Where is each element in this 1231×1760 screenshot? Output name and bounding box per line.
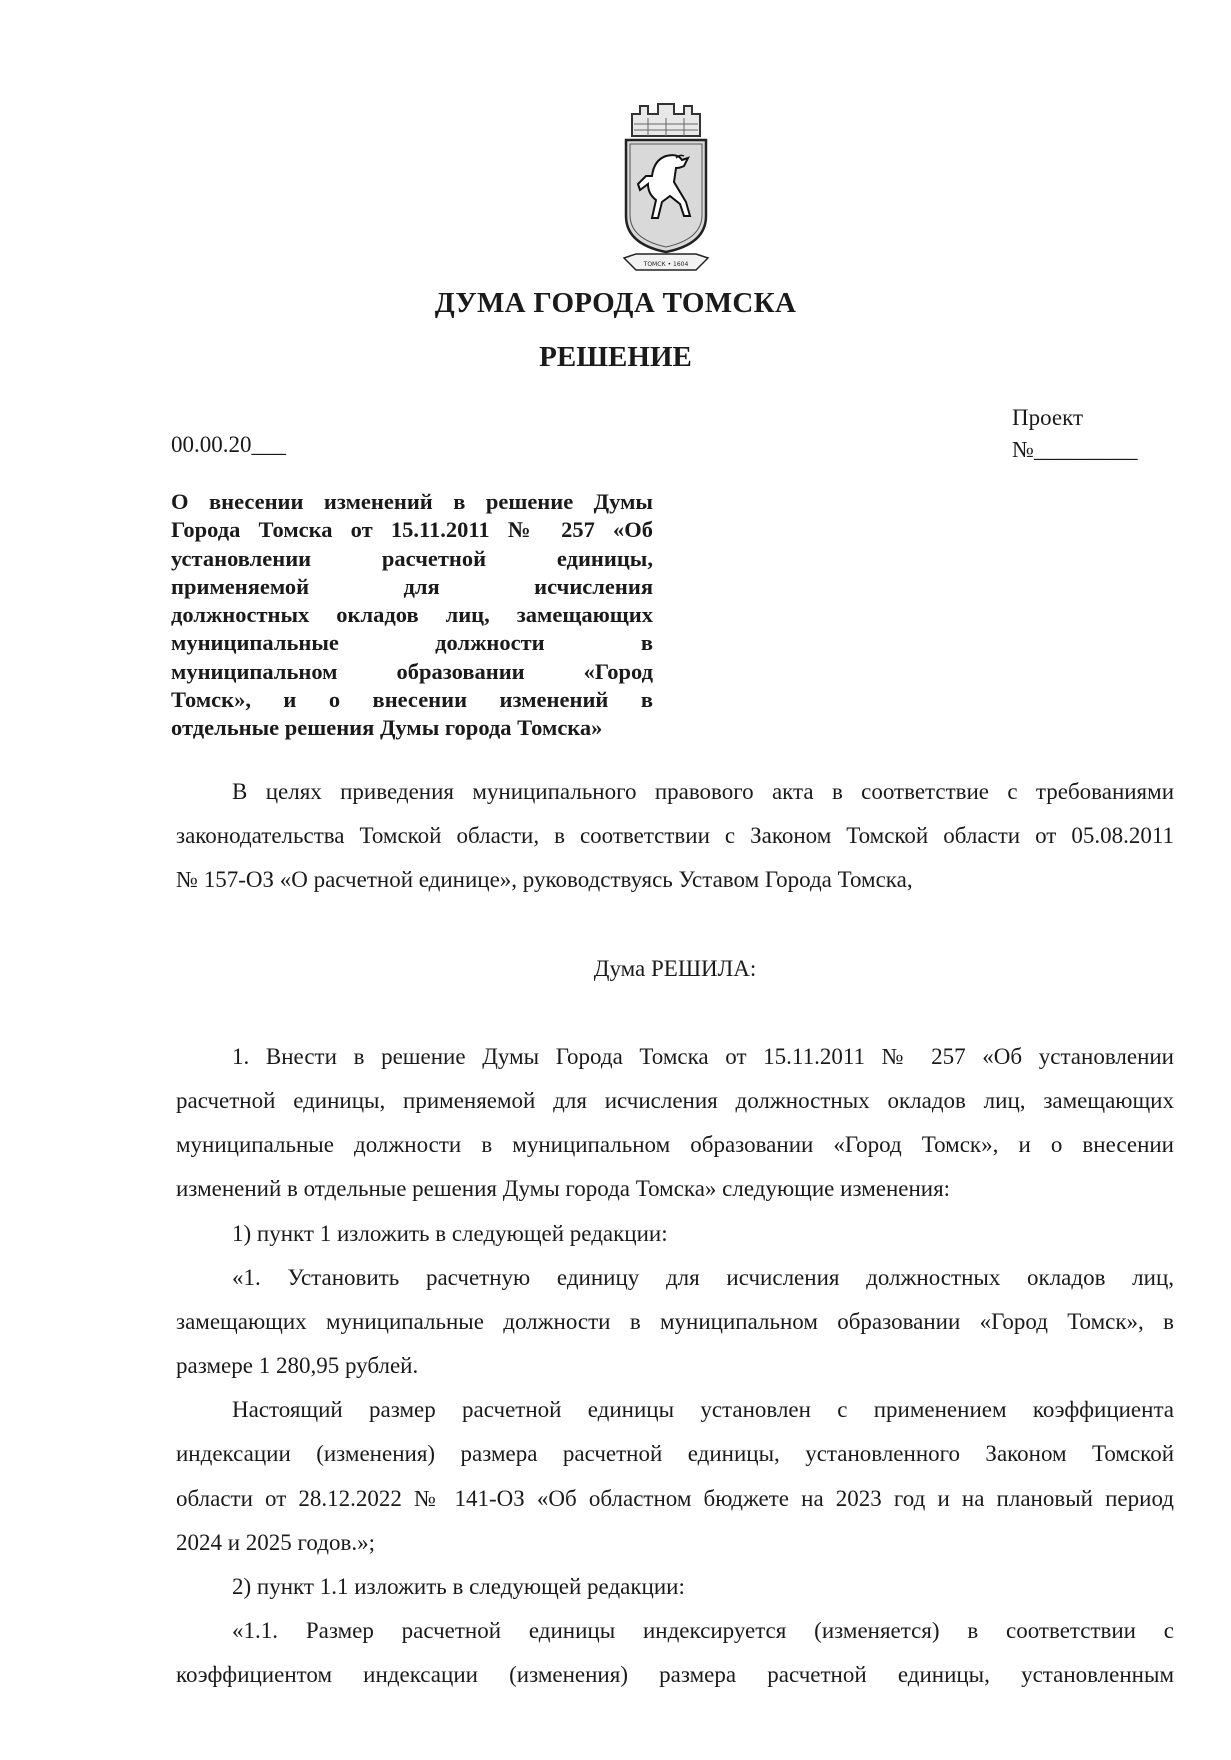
draft-label: Проект bbox=[1012, 405, 1084, 430]
body-line: 2024 и 2025 годов.»; bbox=[176, 1529, 375, 1555]
document-body bbox=[176, 770, 1174, 1698]
body-line: Настоящий размер расчетной единицы установлен с применением коэффициента bbox=[232, 1397, 1174, 1423]
sub-clause-1-text bbox=[176, 1256, 1174, 1389]
preamble bbox=[176, 770, 1174, 903]
title-line: установлении расчетной единицы, bbox=[171, 545, 653, 571]
body-line: замещающих муниципальные должности в муниципальном образовании «Город Томск», в bbox=[176, 1308, 1174, 1334]
body-line: коэффициентом индексации (изменения) размера расчетной единицы, установленным bbox=[176, 1662, 1174, 1688]
organization-name: ДУМА ГОРОДА ТОМСКА bbox=[434, 287, 797, 319]
draft-block bbox=[1012, 402, 1137, 466]
body-line: «1. Установить расчетную единицу для исчисления должностных окладов лиц, bbox=[232, 1264, 1174, 1290]
coat-of-arms-icon bbox=[618, 98, 714, 274]
body-line: законодательства Томской области, в соответствии с Законом Томской области от 05.08.2011 bbox=[176, 823, 1174, 849]
body-line: «1.1. Размер расчетной единицы индексируется (изменяется) в соответствии с bbox=[232, 1618, 1174, 1644]
document-date: 00.00.20___ bbox=[171, 432, 286, 457]
sub-clause-1-note bbox=[176, 1388, 1174, 1565]
document-title bbox=[171, 488, 653, 743]
sub-clause-2-text bbox=[176, 1609, 1174, 1697]
body-line: В целях приведения муниципального правового акта в соответствие с требованиями bbox=[232, 779, 1174, 804]
title-line: должностных окладов лиц, замещающих bbox=[171, 602, 653, 628]
document-number: №_________ bbox=[1012, 437, 1138, 462]
body-line: индексации (изменения) размера расчетной единицы, установленного Законом Томской bbox=[176, 1441, 1174, 1467]
title-line: отдельные решения Думы города Томска» bbox=[171, 715, 603, 741]
title-line: муниципальные должности в bbox=[171, 630, 653, 656]
body-line: области от 28.12.2022 № 141-ОЗ «Об областном бюджете на 2023 год и на плановый период bbox=[176, 1485, 1174, 1511]
clause-1 bbox=[176, 1035, 1174, 1212]
title-line: Города Томска от 15.11.2011 № 257 «Об bbox=[171, 517, 653, 543]
title-line: муниципальном образовании «Город bbox=[171, 658, 653, 684]
document-type: РЕШЕНИЕ bbox=[539, 341, 692, 373]
title-line: Томск», и о внесении изменений в bbox=[171, 687, 653, 713]
sub-clause-1: 1) пункт 1 изложить в следующей редакции: bbox=[232, 1220, 668, 1246]
body-line: изменений в отдельные решения Думы города Томска» следующие изменения: bbox=[176, 1176, 951, 1202]
body-line: размере 1 280,95 рублей. bbox=[176, 1353, 419, 1379]
title-line: О внесении изменений в решение Думы bbox=[171, 489, 653, 514]
body-line: муниципальные должности в муниципальном образовании «Город Томск», и о внесении bbox=[176, 1132, 1174, 1158]
body-line: № 157-ОЗ «О расчетной единице», руководствуясь Уставом Города Томска, bbox=[176, 867, 913, 893]
body-line: 1. Внести в решение Думы Города Томска от 15.11.2011 № 257 «Об установлении bbox=[232, 1043, 1174, 1069]
emblem-motto: ТОМСК • 1604 bbox=[643, 261, 689, 268]
body-line: расчетной единицы, применяемой для исчисления должностных окладов лиц, замещающих bbox=[176, 1087, 1174, 1113]
decided-heading: Дума РЕШИЛА: bbox=[593, 955, 757, 981]
sub-clause-2: 2) пункт 1.1 изложить в следующей редакции: bbox=[232, 1574, 685, 1599]
title-line: применяемой для исчисления bbox=[171, 573, 653, 599]
